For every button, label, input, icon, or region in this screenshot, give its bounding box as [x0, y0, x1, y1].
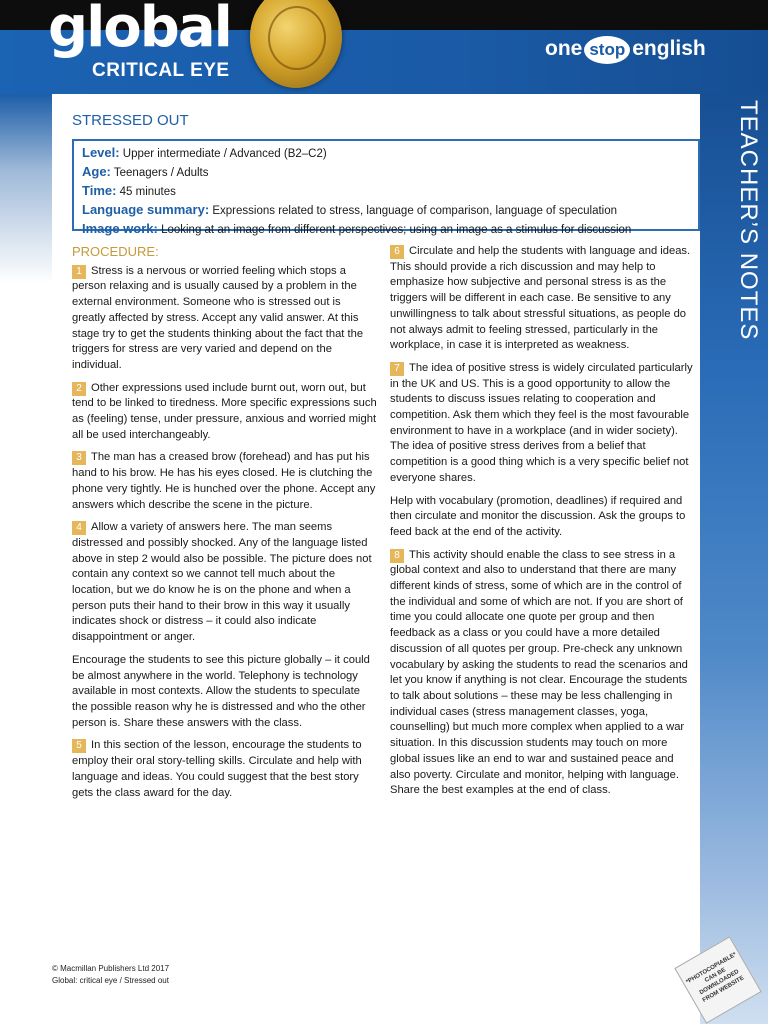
time-label: Time:: [82, 183, 117, 198]
onestopenglish-logo: [545, 36, 706, 64]
level-value: Upper intermediate / Advanced (B2–C2): [122, 148, 327, 160]
language-row: [82, 201, 690, 220]
critical-eye-label: CRITICAL EYE: [92, 60, 230, 81]
image-work-value: Looking at an image from different perspectives; using an image as a stimulus for discussion: [161, 224, 632, 236]
level-label: Level:: [82, 145, 120, 160]
image-work-label: Image work:: [82, 221, 158, 236]
step-text: The idea of positive stress is widely circulated particularly in the UK and US. This is a good opportunity to allow the students to discuss issues relating to cooperation and competition. Ask them which they feel is the most favourable environment to have in a workplace (and in wider society). The idea of positive stress derives from a belief that competition is a good thing which is a very specific belief not everyone shares.: [390, 361, 693, 484]
time-row: [82, 182, 690, 201]
level-row: [82, 144, 690, 163]
age-value: Teenagers / Adults: [113, 167, 209, 179]
step-number: 6: [390, 245, 404, 259]
lesson-info-box: [72, 139, 700, 236]
photocopiable-stamp: *PHOTOCOPIABLE* CAN BE DOWNLOADED FROM WEBSITE: [674, 936, 761, 1023]
step-3: [72, 450, 377, 513]
step-4-continued: Encourage the students to see this picture globally – it could be almost anywhere in the world. Telephony is technology available in most contexts. Allow the students to speculate the possible reason why he is distressed and who the other person is. Share these answers with the class.: [72, 653, 370, 729]
step-text: In this section of the lesson, encourage the students to employ their oral story-telling skills. Circulate and help with language and ideas. You could suggest that the best story gets the class award for the day.: [72, 739, 362, 799]
age-label: Age:: [82, 164, 111, 179]
step-5: [72, 738, 377, 801]
lesson-title: STRESSED OUT: [72, 112, 189, 129]
step-2: [72, 381, 377, 444]
brand-english: english: [632, 37, 706, 60]
procedure-heading: PROCEDURE:: [72, 244, 159, 259]
left-column: [72, 244, 377, 808]
footer: [52, 963, 169, 987]
step-6: [390, 244, 695, 354]
brand-stop: stop: [584, 36, 630, 64]
step-number: 4: [72, 521, 86, 535]
right-column: [390, 244, 695, 806]
step-number: 2: [72, 382, 86, 396]
step-text: Circulate and help the students with language and ideas. This should provide a rich discussion and may help to emphasize how subjective and personal stress is as the triggers will be different in each case. Be sensitive to any unwillingness to talk about stressful situations, as people do not always admit to feeling stressed, particularly in the workplace, in case it is interpreted as weakness.: [390, 245, 691, 352]
teachers-notes-label: TEACHER’S NOTES: [735, 100, 762, 341]
source-text: Global: critical eye / Stressed out: [52, 976, 169, 985]
language-label: Language summary:: [82, 202, 210, 217]
step-7: [390, 361, 695, 487]
brand-one: one: [545, 37, 583, 60]
step-7-continued: Help with vocabulary (promotion, deadlines) if required and then circulate and monitor the discussion. Ask the groups to feed back at the end of the activity.: [390, 494, 686, 538]
step-text: Allow a variety of answers here. The man seems distressed and possibly shocked. Any of the language listed above in step 2 would also be possible. The picture does not contain any context so we cannot tell much about the location, but we do know he is on the phone and when a person puts their hand to their brow in this way it usually indicates shock or distress – it could also indicate disappointment or anger.: [72, 521, 372, 644]
step-1: [72, 264, 377, 374]
age-row: [82, 163, 690, 182]
content-page: [52, 94, 700, 1024]
step-8: [390, 548, 695, 799]
step-text: This activity should enable the class to see stress in a global context and also to understand that there are many different kinds of stress, some of which are in the control of the individual and some of which are not. If you are short of time you could allocate one quote per group and then feedback as a class or you could have a more detailed discussion of all quotes per group. Pre-check any unknown vocabulary by asking the students to read the scenarios and let you know if anything is not clear. Encourage the students to talk about solutions – these may be less challenging in individual cases (stress management classes, yoga, counselling) but much more complex when applied to a war situation. In this discussion students may touch on more global issues like an end to war and sustained peace and also poverty. Circulate and monitor, helping with language. Share the best examples at the end of class.: [390, 548, 688, 797]
step-number: 8: [390, 549, 404, 563]
copyright-text: © Macmillan Publishers Ltd 2017: [52, 964, 170, 973]
language-value: Expressions related to stress, language of comparison, language of speculation: [212, 205, 618, 217]
step-4: [72, 520, 377, 646]
step-text: Other expressions used include burnt out, worn out, but tend to be linked to tiredness. More specific expressions such as (feeling) tense, under pressure, anxious and worried might all be used interchangeably.: [72, 381, 377, 441]
image-work-row: [82, 220, 690, 239]
global-logo: global: [48, 0, 231, 60]
time-value: 45 minutes: [119, 186, 176, 198]
step-number: 3: [72, 451, 86, 465]
step-text: The man has a creased brow (forehead) and has put his hand to his brow. He has his eyes closed. He is clutching the phone very tightly. He is hunched over the phone. Accept any answers which describe the scene in the picture.: [72, 451, 376, 511]
step-text: Stress is a nervous or worried feeling which stops a person relaxing and is usually caused by a problem in the external environment. Someone who is stressed out is greatly affected by stress. Accept any valid answer. At this stage try to get the students thinking about the fact that the triggers for stress are very varied and depend on the individual.: [72, 264, 364, 371]
step-number: 5: [72, 739, 86, 753]
step-number: 1: [72, 265, 86, 279]
step-number: 7: [390, 362, 404, 376]
